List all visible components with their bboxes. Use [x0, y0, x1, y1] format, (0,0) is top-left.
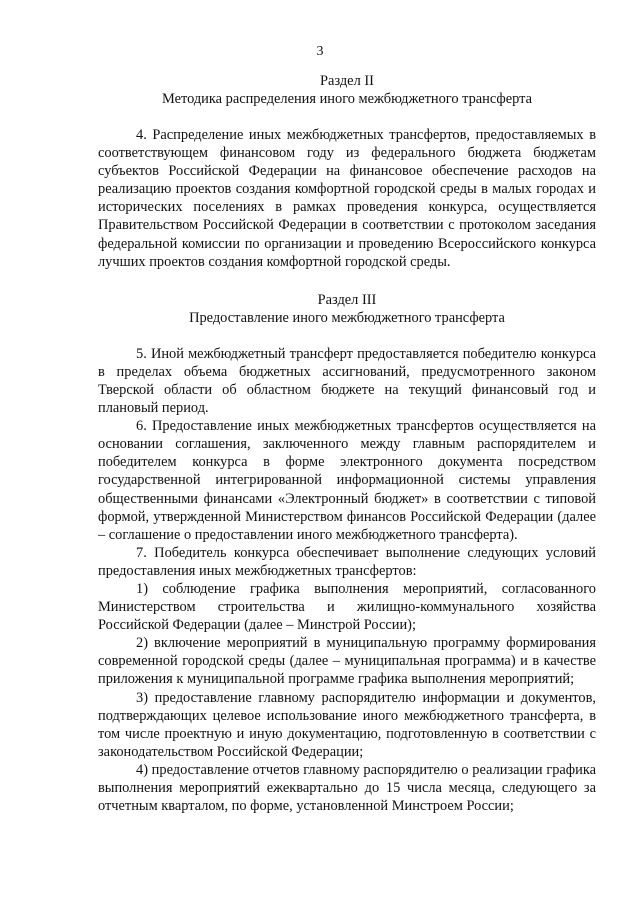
section-title: Раздел II	[320, 73, 374, 89]
list-item-4: 4) предоставление отчетов главному распорядителю о реализации графика выполнения мероприятий ежеквартально до 15 числа месяца, следующего за отчетным кварталом, по форме, установленной Минстроем России;	[98, 761, 596, 815]
page-number: 3	[316, 44, 324, 59]
list-item-1: 1) соблюдение графика выполнения мероприятий, согласованного Министерством строительства и жилищно-коммунального хозяйства Российской Федерации (далее – Минстрой России);	[98, 580, 596, 634]
document-body	[98, 72, 596, 835]
paragraph-7: 7. Победитель конкурса обеспечивает выполнение следующих условий предоставления иных межбюджетных трансфертов:	[98, 544, 596, 579]
list-item-2: 2) включение мероприятий в муниципальную программу формирования современной городской среды (далее – муниципальная программа) и в качестве приложения к муниципальной программе графика выполнения мероприятий;	[98, 635, 596, 688]
section-subtitle: Предоставление иного межбюджетного трансферта	[189, 309, 505, 326]
section-2	[98, 72, 596, 271]
section-subtitle: Методика распределения иного межбюджетного трансферта	[161, 91, 532, 107]
paragraph-6: 6. Предоставление иных межбюджетных трансфертов осуществляется на основании соглашения, заключенного между главным распорядителем и победителем конкурса в форме электронного документа посредством государственной интегрированной информационной системы управления общественными финансами «Электронный бюджет» в соответствии с типовой формой, утвержденной Министерством финансов Российской Федерации (далее – соглашение о предоставлении иного межбюджетного трансферта).	[98, 418, 596, 543]
list-item-3: 3) предоставление главному распорядителю информации и документов, подтверждающих целевое использование иного межбюджетного трансферта, в том числе проектную и иную документацию, подготовленную в соответствии с законодательством Российской Федерации;	[98, 689, 596, 760]
paragraph-5: 5. Иной межбюджетный трансферт предоставляется победителю конкурса в пределах объема бюджетных ассигнований, предусмотренного законом Тверской области об областном бюджете на текущий финансовый год и плановый период.	[98, 345, 596, 417]
paragraph-4: 4. Распределение иных межбюджетных трансфертов, предоставляемых в соответствующем финансовом году из федерального бюджета бюджетам субъектов Российской Федерации на финансовое обеспечение расходов на реализацию проектов создания комфортной городской среды в малых городах и исторических поселениях в рамках проведения конкурса, осуществляется Правительством Российской Федерации в соответствии с протоколом заседания федеральной комиссии по организации и проведению Всероссийского конкурса лучших проектов создания комфортной городской среды.	[98, 127, 596, 270]
section-2-header	[98, 72, 596, 108]
section-3	[98, 291, 596, 815]
section-title: Раздел III	[317, 291, 377, 308]
section-3-header	[98, 291, 596, 327]
